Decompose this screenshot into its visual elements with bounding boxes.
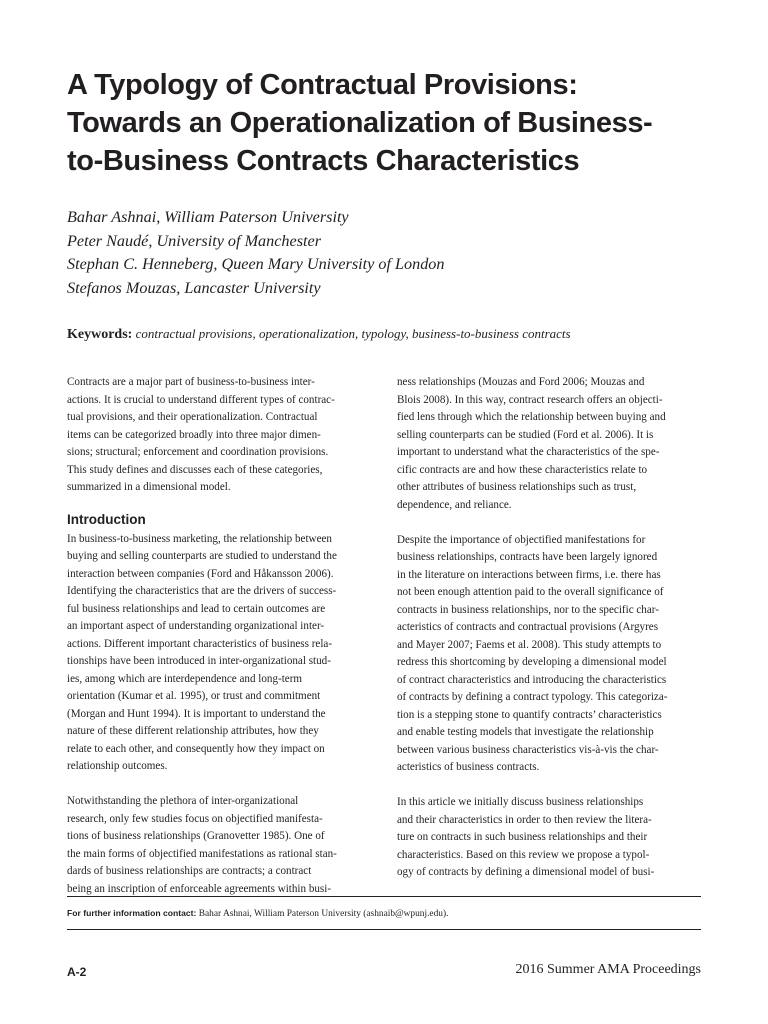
text-line: buying and selling counterparts are studied to understand the [67,550,337,562]
text-line: characteristics. Based on this review we propose a typol- [397,848,650,861]
text-line: Despite the importance of objectified manifestations for [397,533,646,546]
text-line: ness relationships (Mouzas and Ford 2006; Mouzas and [397,376,645,388]
text-line: contracts in business relationships, nor to the specific char- [397,603,659,616]
running-footer: 2016 Summer AMA Proceedings [515,962,701,977]
right-paragraph-2 [397,532,701,777]
text-line: Contracts are a major part of business-to-business inter- [67,376,315,388]
text-line: cific contracts are and how these characteristics relate to [397,463,648,476]
footnote-bottom-rule [67,929,701,930]
text-line: interaction between companies (Ford and Håkansson 2006). [67,567,334,580]
right-paragraph-1 [397,374,701,514]
text-line: acteristics of contracts and contractual provisions (Argyres [397,621,659,633]
text-line: being an inscription of enforceable agreements within busi- [67,882,332,895]
text-line: dards of business relationships are contracts; a contract [67,865,312,877]
text-line: (Morgan and Hunt 1994). It is important to understand the [67,707,326,720]
intro-paragraph-1 [67,531,371,776]
contact-footnote [67,908,448,919]
text-line: business relationships, contracts have been largely ignored [397,551,658,563]
text-line: Blois 2008). In this way, contract research offers an objecti- [397,393,663,406]
right-column [397,374,701,882]
left-column [67,374,371,898]
paragraph-spacer [67,776,371,794]
text-line: items can be categorized broadly into three major dimen- [67,428,321,441]
text-line: of contracts by defining a contract typology. This categoriza- [397,691,668,703]
text-line: and enable testing models that investigate the relationship [397,726,654,738]
right-paragraph-3 [397,794,701,882]
text-line: fied lens through which the relationship between buying and [397,411,666,423]
text-line: actions. It is crucial to understand different types of contrac- [67,393,335,406]
text-line: an important aspect of understanding organizational inter- [67,620,325,632]
text-line: and Mayer 2007; Faems et al. 2008). This study attempts to [397,638,662,651]
text-line: sions; structural; enforcement and coordination provisions. [67,446,329,458]
keywords [67,326,571,343]
footnote-top-rule [67,896,701,897]
text-line: orientation (Kumar et al. 1995), or trust and commitment [67,690,321,702]
paragraph-spacer [397,514,701,532]
text-line: ful business relationships and lead to certain outcomes are [67,602,326,615]
text-line: tions of business relationships (Granovetter 1985). One of [67,830,325,842]
text-line: tionships have been introduced in inter-organizational stud- [67,655,331,667]
page-number: A-2 [67,965,87,979]
title-line: to-Business Contracts Characteristics [67,145,580,177]
title-line: Towards an Operationalization of Business- [67,107,653,139]
text-line: ies, among which are interdependence and long-term [67,672,303,685]
text-line: in the literature on interactions between firms, i.e. there has [397,568,661,581]
text-line: not been enough attention paid to the overall significance of [397,586,664,598]
text-line: nature of these different relationship attributes, how they [67,725,319,737]
author-line: Bahar Ashnai, William Paterson University [67,208,349,226]
text-line: ture on contracts in such business relationships and their [397,831,648,843]
intro-paragraph-2 [67,793,371,898]
contact-label: For further information contact: [67,908,197,918]
author-list [67,206,445,300]
text-line: In business-to-business marketing, the relationship between [67,532,332,545]
contact-text: Bahar Ashnai, William Paterson University (ashnaib@wpunj.edu). [196,909,449,919]
author-line: Stefanos Mouzas, Lancaster University [67,278,321,297]
text-line: summarized in a dimensional model. [67,481,231,493]
text-line: actions. Different important characteristics of business rela- [67,637,333,650]
text-line: Notwithstanding the plethora of inter-organizational [67,795,299,807]
text-line: In this article we initially discuss business relationships [397,796,644,808]
text-line: tual provisions, and their operationalization. Contractual [67,411,318,423]
section-heading-introduction: Introduction [67,511,146,527]
text-line: the main forms of objectified manifestations as rational stan- [67,847,337,860]
text-line: Identifying the characteristics that are the drivers of success- [67,585,337,597]
keywords-label: Keywords: [67,327,133,342]
text-line: relationship outcomes. [67,760,168,772]
abstract [67,374,371,497]
paper-title [67,66,727,180]
paragraph-spacer [397,777,701,795]
text-line: important to understand what the characteristics of the spe- [397,446,660,458]
text-line: acteristics of business contracts. [397,761,540,773]
author-line: Stephan C. Henneberg, Queen Mary University of London [67,255,445,273]
text-line: research, only few studies focus on objectified manifesta- [67,812,323,825]
text-line: and their characteristics in order to then review the litera- [397,813,652,826]
text-line: between various business characteristics vis-à-vis the char- [397,743,659,756]
keywords-text: contractual provisions, operationalization, typology, business-to-business contracts [135,326,571,341]
author-line: Peter Naudé, University of Manchester [67,231,321,250]
text-line: tion is a stepping stone to quantify contracts’ characteristics [397,708,662,721]
text-line: other attributes of business relationships such as trust, [397,481,637,493]
text-line: relate to each other, and consequently how they impact on [67,742,325,755]
text-line: dependence, and reliance. [397,498,512,511]
paragraph-spacer [67,497,371,509]
text-line: ogy of contracts by defining a dimensional model of busi- [397,866,655,878]
text-line: This study defines and discusses each of these categories, [67,463,323,476]
text-line: selling counterparts can be studied (Ford et al. 2006). It is [397,428,654,441]
title-line: A Typology of Contractual Provisions: [67,69,578,101]
text-line: of contract characteristics and introducing the characteristics [397,673,667,686]
text-line: redress this shortcoming by developing a dimensional model [397,656,667,668]
